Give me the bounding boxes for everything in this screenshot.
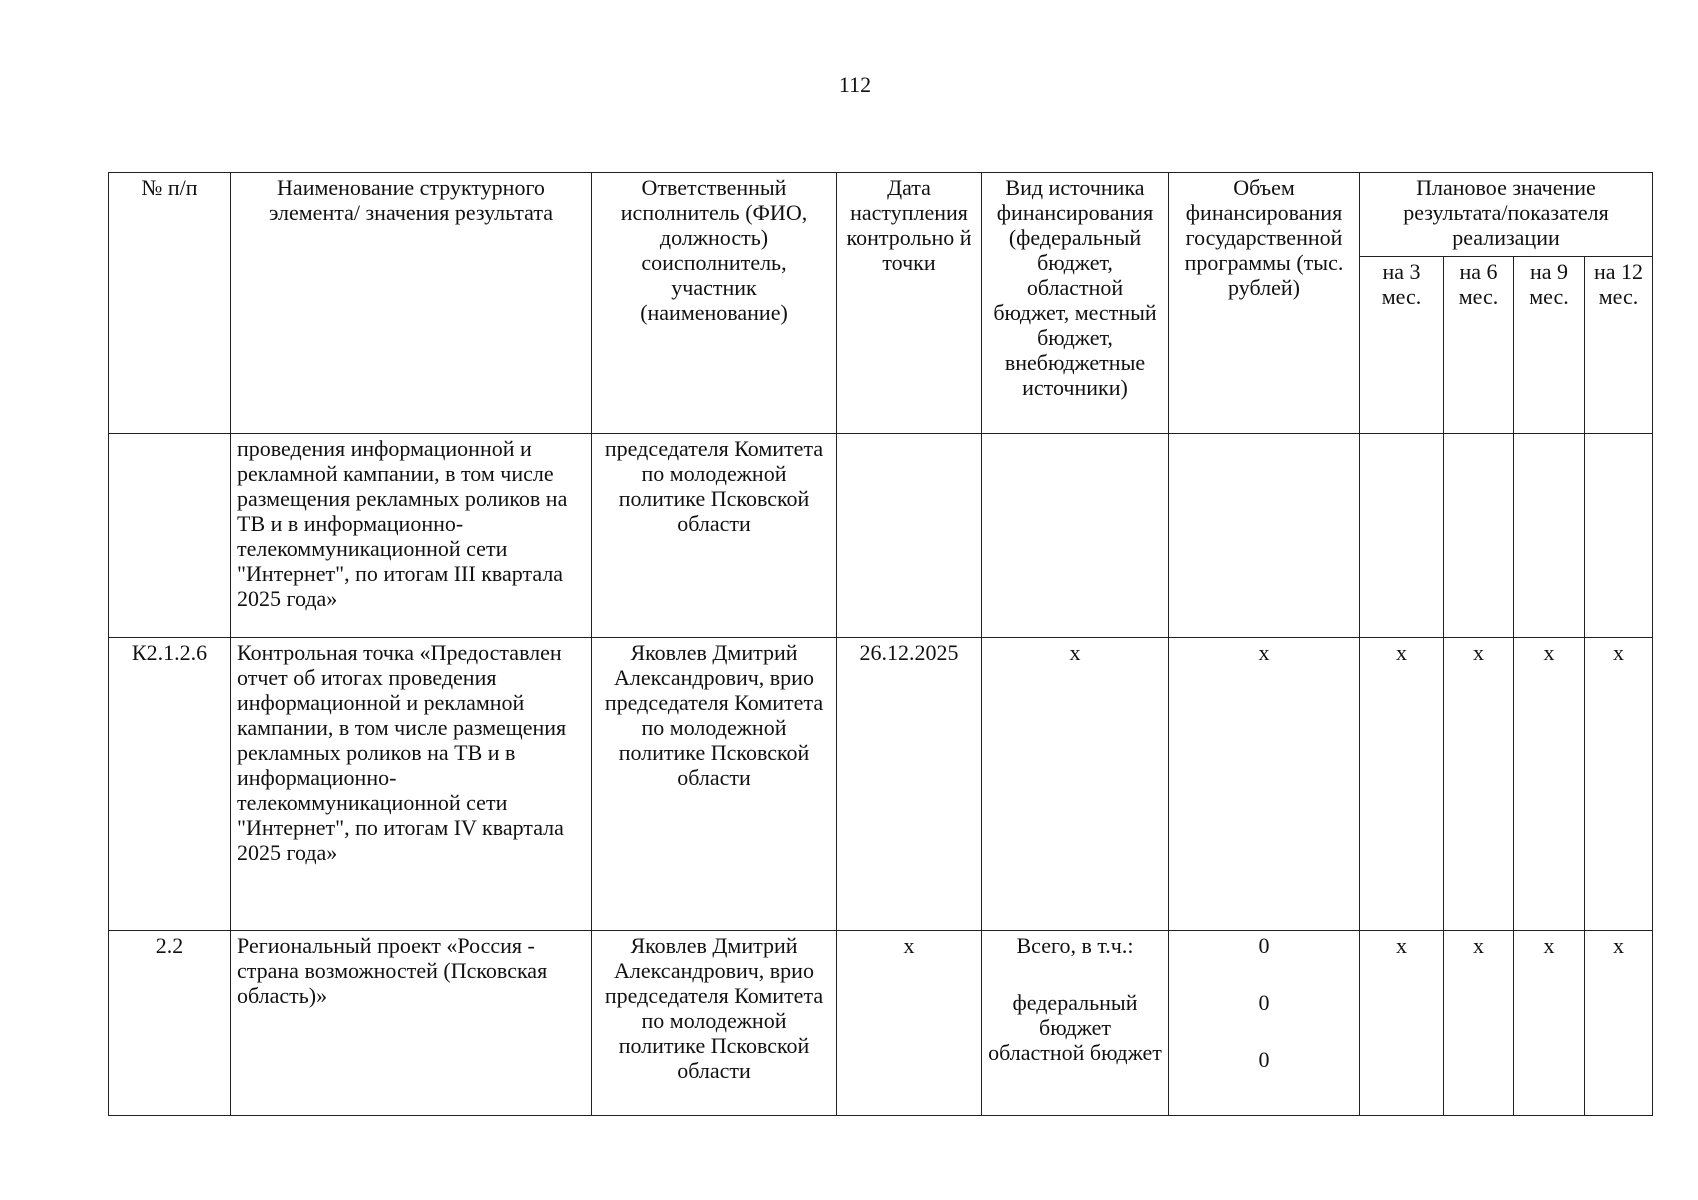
row-volume xyxy=(1169,931,1360,1116)
row-m3: x xyxy=(1360,638,1444,931)
page-number: 112 xyxy=(838,72,872,97)
header-source: Вид источника финансирования (федеральный бюджет, областной бюджет, местный бюджет, внебюджетные источники) xyxy=(982,173,1169,434)
row-executor: председателя Комитета по молодежной политике Псковской области xyxy=(592,434,837,638)
row-m9: x xyxy=(1514,931,1585,1116)
row-m9: x xyxy=(1514,638,1585,931)
table-row xyxy=(109,638,1653,931)
row-m9 xyxy=(1514,434,1585,638)
row-m6: x xyxy=(1444,638,1514,931)
table-header-row xyxy=(109,173,1653,257)
header-m6: на 6 мес. xyxy=(1444,257,1514,434)
spacer xyxy=(1175,1015,1353,1047)
row-num: 2.2 xyxy=(109,931,231,1116)
header-m12: на 12 мес. xyxy=(1585,257,1653,434)
row-executor: Яковлев Дмитрий Александрович, врио председателя Комитета по молодежной политике Псковской области xyxy=(592,638,837,931)
row-m6 xyxy=(1444,434,1514,638)
row-m12: x xyxy=(1585,931,1653,1116)
row-volume xyxy=(1169,434,1360,638)
row-date: 26.12.2025 xyxy=(837,638,982,931)
header-m9: на 9 мес. xyxy=(1514,257,1585,434)
header-volume: Объем финансирования государственной программы (тыс. рублей) xyxy=(1169,173,1360,434)
row-m3: x xyxy=(1360,931,1444,1116)
row-m3 xyxy=(1360,434,1444,638)
row-name: Контрольная точка «Предоставлен отчет об итогах проведения информационной и рекламной кампании, в том числе размещения рекламных роликов на ТВ и в информационно-телекоммуникационной сети "Интернет", по итогам IV квартала 2025 года» xyxy=(231,638,592,931)
plan-table xyxy=(108,172,1653,1116)
row-name: проведения информационной и рекламной кампании, в том числе размещения рекламных роликов на ТВ и в информационно-телекоммуникационной сети "Интернет", по итогам III квартала 2025 года» xyxy=(231,434,592,638)
volume-federal: 0 xyxy=(1258,990,1270,1015)
row-num: К2.1.2.6 xyxy=(109,638,231,931)
spacer xyxy=(1175,958,1353,990)
volume-total: 0 xyxy=(1258,933,1270,958)
row-source: x xyxy=(982,638,1169,931)
row-m12 xyxy=(1585,434,1653,638)
row-executor: Яковлев Дмитрий Александрович, врио председателя Комитета по молодежной политике Псковской области xyxy=(592,931,837,1116)
row-volume: x xyxy=(1169,638,1360,931)
row-date xyxy=(837,434,982,638)
row-num xyxy=(109,434,231,638)
row-name: Региональный проект «Россия - страна возможностей (Псковская область)» xyxy=(231,931,592,1116)
header-date: Дата наступления контрольно й точки xyxy=(837,173,982,434)
header-num: № п/п xyxy=(109,173,231,434)
table-row xyxy=(109,434,1653,638)
volume-regional: 0 xyxy=(1258,1047,1270,1072)
source-federal: федеральный бюджет xyxy=(1012,990,1138,1040)
header-m3: на 3 мес. xyxy=(1360,257,1444,434)
table-row xyxy=(109,931,1653,1116)
header-name: Наименование структурного элемента/ значения результата xyxy=(231,173,592,434)
row-m12: x xyxy=(1585,638,1653,931)
source-regional: областной бюджет xyxy=(988,1040,1162,1065)
source-total: Всего, в т.ч.: xyxy=(1016,933,1134,958)
row-source xyxy=(982,931,1169,1116)
spacer xyxy=(988,958,1162,990)
header-executor: Ответственный исполнитель (ФИО, должность) соисполнитель, участник (наименование) xyxy=(592,173,837,434)
header-plan: Плановое значение результата/показателя реализации xyxy=(1360,173,1653,257)
row-m6: x xyxy=(1444,931,1514,1116)
row-source xyxy=(982,434,1169,638)
row-date: x xyxy=(837,931,982,1116)
